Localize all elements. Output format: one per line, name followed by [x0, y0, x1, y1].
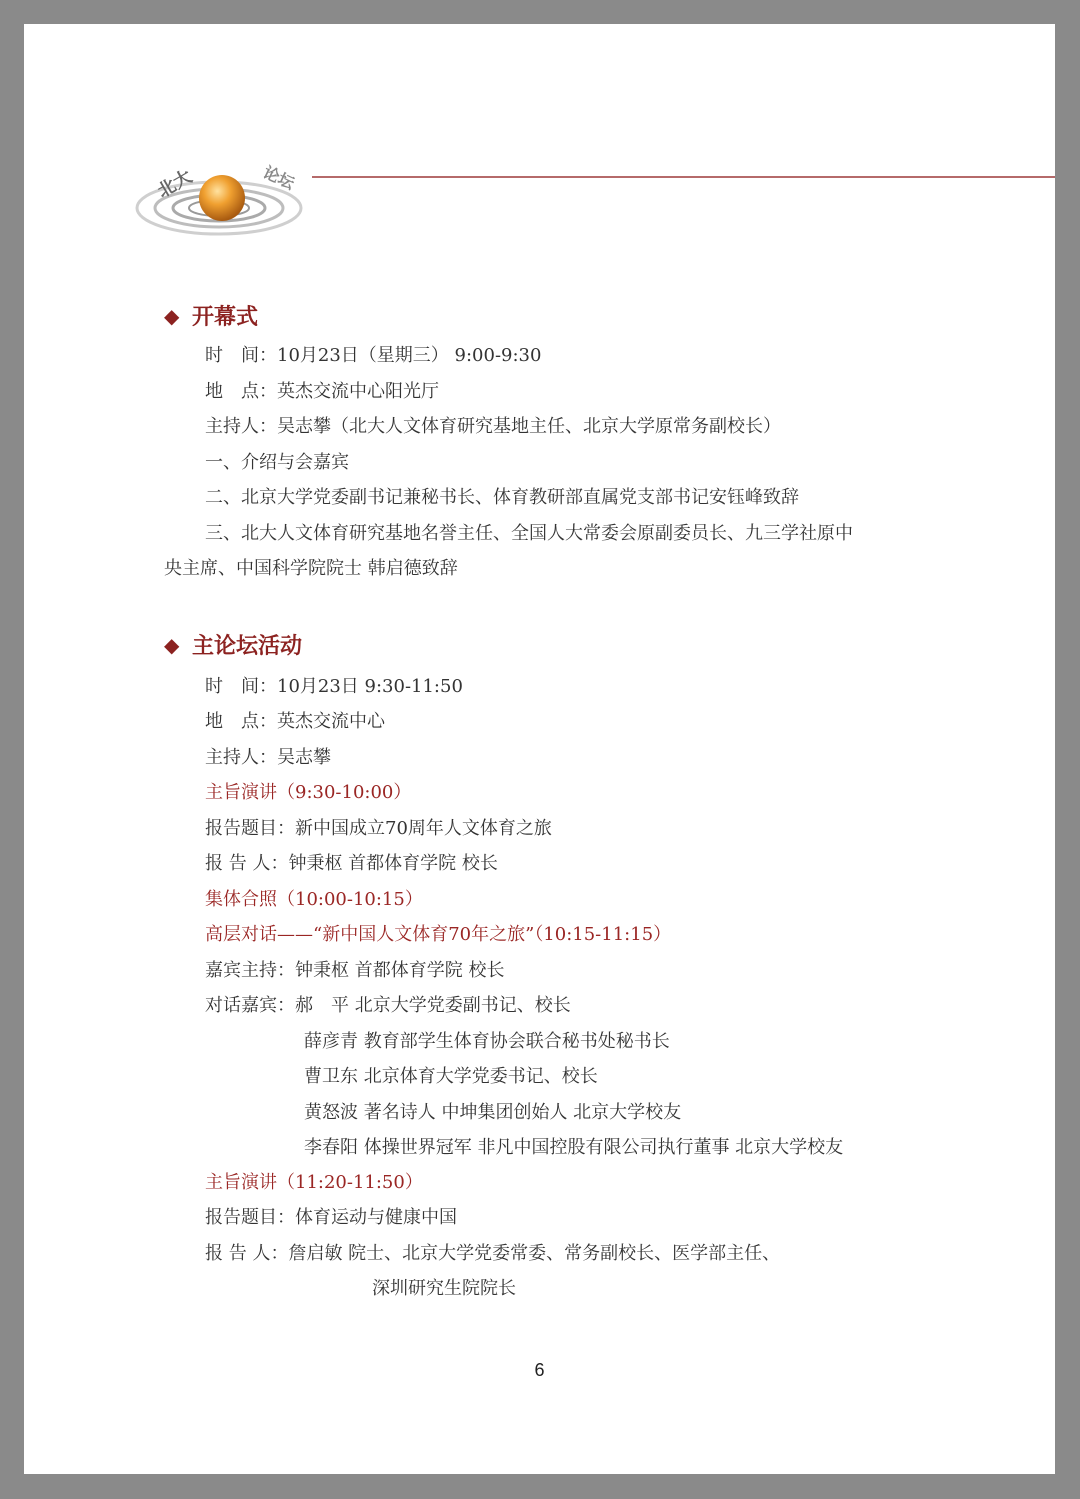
opening-item-3: 三、北大人文体育研究基地名誉主任、全国人大常委会原副委员长、九三学社原中: [205, 523, 853, 544]
diamond-icon: ◆: [164, 632, 180, 657]
diamond-icon: ◆: [164, 303, 180, 328]
keynote-1-topic: 报告题目：新中国成立70周年人文体育之旅: [205, 818, 552, 839]
keynote-2-heading: 主旨演讲（11:20-11:50）: [205, 1172, 423, 1193]
dialogue-heading: 高层对话——“新中国人文体育70年之旅”（10:15-11:15）: [205, 924, 672, 945]
dialogue-guest-2: 薛彦青 教育部学生体育协会联合秘书处秘书长: [304, 1031, 670, 1052]
dialogue-host: 嘉宾主持：钟秉枢 首都体育学院 校长: [205, 960, 505, 981]
opening-item-1: 一、介绍与会嘉宾: [205, 452, 349, 473]
svg-text:北大: 北大: [154, 166, 196, 203]
dialogue-guest-1: 对话嘉宾：郝 平 北京大学党委副书记、校长: [205, 995, 571, 1016]
forum-time: 时 间：10月23日 9:30-11:50: [205, 676, 463, 697]
dialogue-guest-5: 李春阳 体操世界冠军 非凡中国控股有限公司执行董事 北京大学校友: [304, 1137, 844, 1158]
group-photo-heading: 集体合照（10:00-10:15）: [205, 889, 423, 910]
svg-text:论坛: 论坛: [260, 162, 298, 194]
header-rule: [312, 176, 1055, 178]
keynote-2-speaker-cont: 深圳研究生院院长: [372, 1278, 516, 1299]
forum-host: 主持人：吴志攀: [205, 747, 331, 768]
opening-item-3-cont: 央主席、中国科学院院士 韩启德致辞: [164, 558, 458, 579]
section-title-main-forum: ◆ 主论坛活动: [164, 632, 303, 659]
keynote-1-heading: 主旨演讲（9:30-10:00）: [205, 782, 412, 803]
dialogue-guest-3: 曹卫东 北京体育大学党委书记、校长: [304, 1066, 598, 1087]
forum-logo: [134, 146, 324, 246]
section-title-opening: ◆ 开幕式: [164, 303, 259, 330]
forum-location: 地 点：英杰交流中心: [205, 711, 385, 732]
page-number: 6: [534, 1360, 545, 1380]
document-page: [24, 24, 1055, 1474]
keynote-2-topic: 报告题目：体育运动与健康中国: [205, 1207, 457, 1228]
keynote-1-speaker: 报 告 人：钟秉枢 首都体育学院 校长: [205, 853, 498, 874]
opening-host: 主持人：吴志攀（北大人文体育研究基地主任、北京大学原常务副校长）: [205, 416, 781, 437]
opening-item-2: 二、北京大学党委副书记兼秘书长、体育教研部直属党支部书记安钰峰致辞: [205, 487, 799, 508]
keynote-2-speaker: 报 告 人：詹启敏 院士、北京大学党委常委、常务副校长、医学部主任、: [205, 1243, 781, 1264]
dialogue-guest-4: 黄怒波 著名诗人 中坤集团创始人 北京大学校友: [304, 1102, 682, 1123]
opening-location: 地 点：英杰交流中心阳光厅: [205, 381, 439, 402]
opening-time: 时 间：10月23日（星期三） 9:00-9:30: [205, 345, 542, 366]
